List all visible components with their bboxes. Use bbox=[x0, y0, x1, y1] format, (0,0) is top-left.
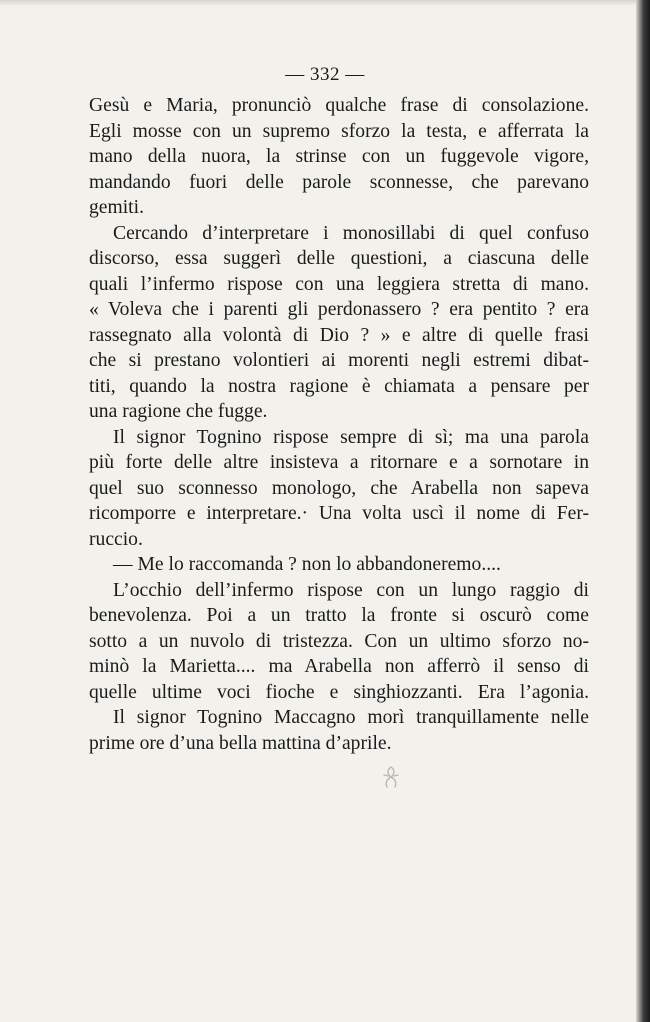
page-top-edge bbox=[0, 0, 650, 6]
text-line: che si prestano volontieri ai morenti negli estremi dibat- bbox=[89, 350, 589, 371]
text-line: discorso, essa suggerì delle questioni, a ciascuna delle bbox=[89, 248, 589, 269]
text-line: minò la Marietta.... ma Arabella non afferrò il senso di bbox=[89, 656, 589, 677]
text-line: Il signor Tognino Maccagno morì tranquillamente nelle bbox=[113, 707, 589, 728]
body-text bbox=[89, 93, 589, 756]
text-line: gemiti. bbox=[89, 197, 144, 218]
printer-ornament-icon bbox=[378, 764, 404, 790]
text-line: più forte delle altre insisteva a ritornare e a sornotare in bbox=[89, 452, 589, 473]
text-line: L’occhio dell’infermo rispose con un lungo raggio di bbox=[113, 579, 589, 601]
text-line: mano della nuora, la strinse con un fuggevole vigore, bbox=[89, 146, 589, 167]
text-line: Gesù e Maria, pronunciò qualche frase di consolazione. bbox=[89, 95, 589, 116]
text-line: quelle ultime voci fioche e singhiozzanti. Era l’agonia. bbox=[89, 681, 589, 703]
text-line: ruccio. bbox=[89, 528, 143, 550]
text-line: sotto a un nuvolo di tristezza. Con un ultimo sforzo no- bbox=[89, 630, 589, 652]
text-line: « Voleva che i parenti gli perdonassero ? era pentito ? era bbox=[89, 299, 589, 320]
text-line: una ragione che fugge. bbox=[89, 401, 268, 422]
text-line: Egli mosse con un supremo sforzo la testa, e afferrata la bbox=[89, 120, 589, 142]
text-line: Cercando d’interpretare i monosillabi di quel confuso bbox=[113, 222, 589, 244]
text-line: ricomporre e interpretare.· Una volta uscì il nome di Fer- bbox=[89, 503, 589, 524]
text-line: quali l’infermo rispose con una leggiera stretta di mano. bbox=[89, 273, 589, 295]
page-binding-edge bbox=[636, 0, 650, 1022]
text-line: titi, quando la nostra ragione è chiamata a pensare per bbox=[89, 375, 589, 397]
page-number: — 332 — bbox=[285, 64, 365, 85]
text-line: mandando fuori delle parole sconnesse, che parevano bbox=[89, 171, 589, 193]
text-line: Il signor Tognino rispose sempre di sì; ma una parola bbox=[113, 426, 589, 448]
text-line: — Me lo raccomanda ? non lo abbandoneremo.... bbox=[113, 554, 501, 575]
text-line: rassegnato alla volontà di Dio ? » e altre di quelle frasi bbox=[89, 324, 589, 346]
text-line: prime ore d’una bella mattina d’aprile. bbox=[89, 732, 392, 754]
text-line: benevolenza. Poi a un tratto la fronte si oscurò come bbox=[89, 605, 589, 626]
text-line: quel suo sconnesso monologo, che Arabella non sapeva bbox=[89, 477, 589, 499]
